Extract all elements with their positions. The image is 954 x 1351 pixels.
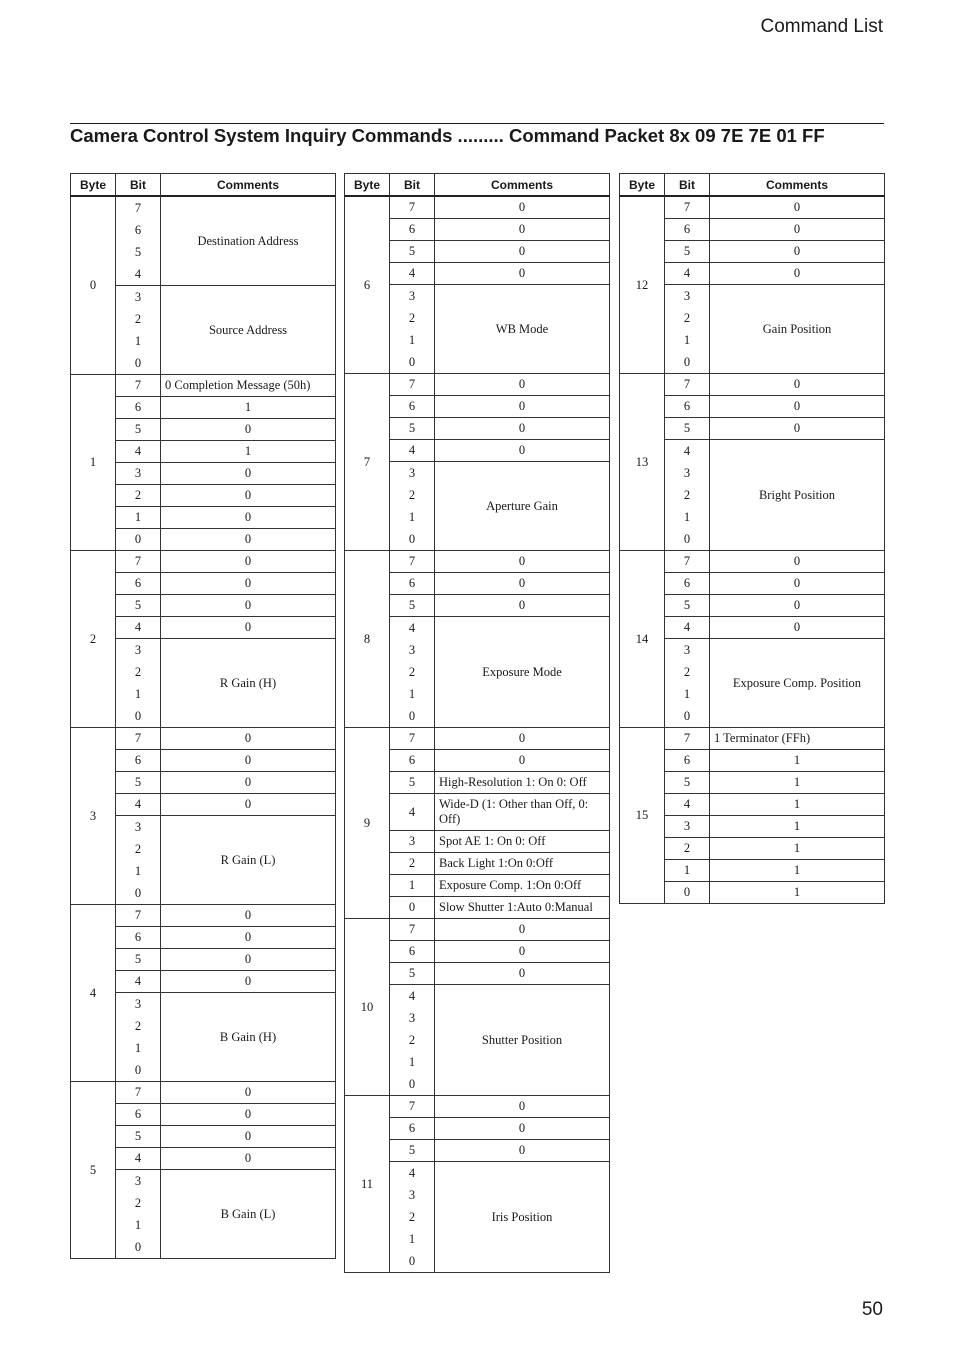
table-row — [71, 728, 336, 750]
bit-cell: 5 — [390, 418, 435, 440]
bit-cell: 4 — [116, 441, 161, 463]
bit-cell: 5 — [665, 595, 710, 617]
bit-cell — [390, 462, 435, 551]
bit-cell: 1 — [390, 875, 435, 897]
bit-cell — [665, 285, 710, 374]
bit-cell: 5 — [116, 772, 161, 794]
bit-cell: 6 — [665, 396, 710, 418]
comment-cell: Iris Position — [435, 1162, 610, 1273]
bit-cell: 5 — [116, 595, 161, 617]
table-row — [345, 728, 610, 750]
bit-cell: 4 — [665, 794, 710, 816]
comment-cell: R Gain (L) — [161, 816, 336, 905]
bit-number: 1 — [408, 510, 416, 524]
bit-number: 0 — [683, 355, 691, 369]
comment-cell: 0 — [161, 463, 336, 485]
comment-cell: Exposure Mode — [435, 617, 610, 728]
bit-cell — [116, 816, 161, 905]
bit-cell: 4 — [665, 617, 710, 639]
bit-number: 0 — [134, 1240, 142, 1254]
table-row — [345, 551, 610, 573]
comment-cell: 0 — [710, 241, 885, 263]
comment-cell: 0 — [161, 595, 336, 617]
bit-number: 2 — [134, 1019, 142, 1033]
bit-cell — [116, 286, 161, 375]
comment-cell: 0 — [435, 941, 610, 963]
bit-number: 1 — [408, 1232, 416, 1246]
bit-number: 3 — [683, 466, 691, 480]
bit-cell: 5 — [116, 949, 161, 971]
comment-cell: 0 — [161, 927, 336, 949]
bit-number: 1 — [408, 333, 416, 347]
byte-cell: 6 — [345, 196, 390, 374]
comment-cell: 0 — [710, 418, 885, 440]
bit-column-header: Bit — [116, 174, 161, 197]
comment-cell: 0 — [710, 573, 885, 595]
bit-cell: 2 — [390, 853, 435, 875]
page-number: 50 — [861, 1299, 883, 1320]
comment-cell: 0 — [161, 905, 336, 927]
bit-cell: 6 — [116, 1104, 161, 1126]
comment-cell: 0 — [161, 1104, 336, 1126]
byte-cell: 7 — [345, 374, 390, 551]
comments-column-header: Comments — [161, 174, 336, 197]
bit-number: 1 — [134, 687, 142, 701]
page-title: Camera Control System Inquiry Commands ......... Command Packet 8x 09 7E 7E 01 FF — [70, 125, 825, 146]
byte-cell: 13 — [620, 374, 665, 551]
byte-cell: 0 — [71, 196, 116, 375]
byte-cell: 8 — [345, 551, 390, 728]
comment-cell: Gain Position — [710, 285, 885, 374]
bit-cell: 4 — [116, 617, 161, 639]
comment-cell: Source Address — [161, 286, 336, 375]
comment-cell: 0 — [435, 963, 610, 985]
bit-number: 3 — [408, 466, 416, 480]
bit-number: 2 — [408, 488, 416, 502]
byte-column-header: Byte — [345, 174, 390, 197]
bit-cell — [390, 1162, 435, 1273]
table-row — [345, 196, 610, 219]
bit-table-bytes-6-11 — [344, 173, 610, 1273]
bit-number: 6 — [134, 223, 142, 237]
bit-number: 1 — [134, 1041, 142, 1055]
comment-cell: Wide-D (1: Other than Off, 0: Off) — [435, 794, 610, 831]
bit-cell: 7 — [116, 905, 161, 927]
comment-cell: 0 — [161, 1148, 336, 1170]
table-row — [345, 1096, 610, 1118]
bit-cell — [390, 617, 435, 728]
bit-number: 3 — [408, 1188, 416, 1202]
comment-cell: 1 — [161, 441, 336, 463]
bit-number: 1 — [134, 1218, 142, 1232]
comment-cell: 0 — [710, 396, 885, 418]
comment-cell: 0 — [161, 728, 336, 750]
comment-cell: Aperture Gain — [435, 462, 610, 551]
comment-cell: Exposure Comp. 1:On 0:Off — [435, 875, 610, 897]
comment-cell: 1 — [161, 397, 336, 419]
comment-cell: 1 — [710, 794, 885, 816]
comment-cell: 0 — [161, 794, 336, 816]
bit-cell: 4 — [390, 794, 435, 831]
bit-cell: 6 — [390, 1118, 435, 1140]
comment-cell: 0 — [161, 507, 336, 529]
bit-cell: 5 — [665, 241, 710, 263]
comment-cell: 0 — [161, 772, 336, 794]
comment-cell: 1 Terminator (FFh) — [710, 728, 885, 750]
bit-cell: 4 — [116, 1148, 161, 1170]
comment-cell: 0 — [161, 949, 336, 971]
bit-cell: 0 — [116, 529, 161, 551]
comment-cell: 0 — [435, 728, 610, 750]
bit-number: 1 — [683, 687, 691, 701]
comment-cell: 0 — [710, 617, 885, 639]
comment-cell: 0 — [710, 219, 885, 241]
bit-number: 0 — [134, 709, 142, 723]
bit-cell: 6 — [390, 573, 435, 595]
bit-cell: 5 — [390, 963, 435, 985]
bit-cell: 4 — [116, 794, 161, 816]
comment-cell: 0 — [435, 1118, 610, 1140]
bit-cell: 0 — [390, 897, 435, 919]
bit-number: 7 — [134, 201, 142, 215]
bit-cell: 5 — [665, 772, 710, 794]
comment-cell: 0 — [435, 1096, 610, 1118]
table-row — [345, 919, 610, 941]
bit-number: 0 — [134, 886, 142, 900]
comments-column-header: Comments — [710, 174, 885, 197]
table-row — [620, 196, 885, 219]
comment-cell: 0 — [161, 1126, 336, 1148]
bit-number: 0 — [683, 709, 691, 723]
table-row — [71, 196, 336, 286]
comment-cell: 0 — [435, 374, 610, 396]
comment-cell: R Gain (H) — [161, 639, 336, 728]
bit-cell: 5 — [390, 1140, 435, 1162]
bit-cell: 5 — [390, 595, 435, 617]
comment-cell: 0 — [710, 263, 885, 285]
bit-number: 2 — [683, 311, 691, 325]
comment-cell: 0 — [435, 1140, 610, 1162]
comment-cell: 0 — [435, 551, 610, 573]
comment-cell: 0 Completion Message (50h) — [161, 375, 336, 397]
comment-cell: 0 — [161, 529, 336, 551]
bit-number: 1 — [683, 333, 691, 347]
bit-cell: 7 — [665, 551, 710, 573]
byte-cell: 10 — [345, 919, 390, 1096]
comment-cell: 0 — [710, 595, 885, 617]
bit-cell: 6 — [390, 396, 435, 418]
bit-cell: 3 — [665, 816, 710, 838]
comment-cell: B Gain (H) — [161, 993, 336, 1082]
comment-cell: 1 — [710, 750, 885, 772]
bit-number: 4 — [408, 621, 416, 635]
byte-cell: 3 — [71, 728, 116, 905]
bit-cell: 7 — [116, 1082, 161, 1104]
bit-cell: 5 — [116, 419, 161, 441]
bit-cell: 6 — [665, 573, 710, 595]
bit-cell: 5 — [390, 241, 435, 263]
byte-cell: 9 — [345, 728, 390, 919]
bit-number: 3 — [134, 1174, 142, 1188]
bit-cell: 6 — [116, 397, 161, 419]
comment-cell: Back Light 1:On 0:Off — [435, 853, 610, 875]
comment-cell: Bright Position — [710, 440, 885, 551]
section-header: Command List — [760, 16, 883, 37]
comment-cell: Destination Address — [161, 196, 336, 286]
bit-number: 2 — [134, 665, 142, 679]
byte-cell: 5 — [71, 1082, 116, 1259]
bit-number: 3 — [408, 643, 416, 657]
table-row — [71, 375, 336, 397]
bit-cell: 7 — [390, 551, 435, 573]
bit-cell — [390, 985, 435, 1096]
bit-cell — [390, 285, 435, 374]
comment-cell: 0 — [710, 196, 885, 219]
bit-cell: 6 — [390, 750, 435, 772]
comment-cell: 0 — [161, 1082, 336, 1104]
bit-cell: 3 — [390, 831, 435, 853]
bit-cell: 5 — [390, 772, 435, 794]
bit-number: 2 — [408, 1210, 416, 1224]
title-rule — [70, 123, 884, 124]
bit-number: 2 — [134, 842, 142, 856]
bit-cell: 4 — [390, 440, 435, 462]
comment-cell: 0 — [435, 219, 610, 241]
bit-number: 2 — [408, 311, 416, 325]
bit-cell: 1 — [665, 860, 710, 882]
table-row — [71, 905, 336, 927]
bit-number: 3 — [134, 290, 142, 304]
comment-cell: WB Mode — [435, 285, 610, 374]
bit-cell: 7 — [116, 728, 161, 750]
bit-number: 3 — [134, 820, 142, 834]
comment-cell: 0 — [435, 919, 610, 941]
bit-column-header: Bit — [665, 174, 710, 197]
comment-cell: 0 — [161, 971, 336, 993]
bit-cell: 6 — [116, 927, 161, 949]
comment-cell: High-Resolution 1: On 0: Off — [435, 772, 610, 794]
table-row — [620, 374, 885, 396]
comment-cell: 0 — [435, 440, 610, 462]
bit-number: 3 — [134, 643, 142, 657]
bit-number: 3 — [408, 289, 416, 303]
byte-column-header: Byte — [620, 174, 665, 197]
comment-cell: Shutter Position — [435, 985, 610, 1096]
byte-cell: 14 — [620, 551, 665, 728]
bit-cell: 0 — [665, 882, 710, 904]
bit-number: 0 — [134, 356, 142, 370]
bit-number: 5 — [134, 245, 142, 259]
bit-number: 3 — [683, 643, 691, 657]
bit-cell: 7 — [390, 919, 435, 941]
bit-cell: 6 — [390, 941, 435, 963]
bit-column-header: Bit — [390, 174, 435, 197]
comments-column-header: Comments — [435, 174, 610, 197]
bit-cell: 6 — [390, 219, 435, 241]
bit-number: 0 — [408, 1254, 416, 1268]
bit-cell: 2 — [116, 485, 161, 507]
bit-number: 0 — [408, 532, 416, 546]
table-row — [71, 551, 336, 573]
comment-cell: 0 — [161, 617, 336, 639]
table-row — [620, 728, 885, 750]
bit-cell — [665, 639, 710, 728]
table-row — [620, 551, 885, 573]
bit-table-bytes-0-5 — [70, 173, 336, 1259]
bit-cell: 7 — [116, 551, 161, 573]
bit-cell: 5 — [665, 418, 710, 440]
bit-cell — [116, 639, 161, 728]
comment-cell: 1 — [710, 882, 885, 904]
comment-cell: 0 — [161, 551, 336, 573]
bit-cell: 2 — [665, 838, 710, 860]
bit-number: 2 — [683, 665, 691, 679]
bit-cell — [116, 196, 161, 286]
byte-cell: 4 — [71, 905, 116, 1082]
bit-cell: 7 — [116, 375, 161, 397]
comment-cell: 0 — [161, 485, 336, 507]
bit-cell: 4 — [390, 263, 435, 285]
byte-cell: 2 — [71, 551, 116, 728]
comment-cell: 1 — [710, 838, 885, 860]
bit-cell: 1 — [116, 507, 161, 529]
bit-cell: 3 — [116, 463, 161, 485]
byte-cell: 15 — [620, 728, 665, 904]
bit-cell: 7 — [390, 728, 435, 750]
bit-cell: 7 — [390, 374, 435, 396]
comment-cell: 1 — [710, 772, 885, 794]
bit-table-bytes-12-15 — [619, 173, 885, 904]
bit-number: 4 — [408, 989, 416, 1003]
comment-cell: 0 — [161, 750, 336, 772]
bit-number: 0 — [408, 1077, 416, 1091]
bit-cell: 4 — [116, 971, 161, 993]
bit-cell — [116, 993, 161, 1082]
comment-cell: 0 — [435, 241, 610, 263]
bit-number: 0 — [408, 709, 416, 723]
bit-number: 1 — [134, 864, 142, 878]
byte-cell: 1 — [71, 375, 116, 551]
comment-cell: 1 — [710, 860, 885, 882]
bit-number: 1 — [683, 510, 691, 524]
bit-cell: 7 — [665, 728, 710, 750]
comment-cell: 0 — [435, 196, 610, 219]
comment-cell: 0 — [161, 573, 336, 595]
bit-cell: 7 — [665, 196, 710, 219]
bit-number: 0 — [408, 355, 416, 369]
bit-number: 3 — [134, 997, 142, 1011]
bit-number: 2 — [408, 1033, 416, 1047]
bit-number: 1 — [134, 334, 142, 348]
bit-number: 0 — [134, 1063, 142, 1077]
comment-cell: 0 — [435, 418, 610, 440]
comment-cell: B Gain (L) — [161, 1170, 336, 1259]
comment-cell: 0 — [435, 750, 610, 772]
comment-cell: 0 — [435, 595, 610, 617]
byte-cell: 11 — [345, 1096, 390, 1273]
bit-cell — [116, 1170, 161, 1259]
comment-cell: 0 — [710, 374, 885, 396]
comment-cell: 1 — [710, 816, 885, 838]
comment-cell: Exposure Comp. Position — [710, 639, 885, 728]
table-row — [71, 1082, 336, 1104]
bit-number: 4 — [134, 267, 142, 281]
bit-cell: 7 — [390, 1096, 435, 1118]
bit-number: 2 — [134, 1196, 142, 1210]
bit-number: 3 — [683, 289, 691, 303]
comment-cell: 0 — [161, 419, 336, 441]
comment-cell: Slow Shutter 1:Auto 0:Manual — [435, 897, 610, 919]
bit-number: 1 — [408, 1055, 416, 1069]
bit-cell: 6 — [116, 573, 161, 595]
bit-number: 3 — [408, 1011, 416, 1025]
bit-number: 2 — [408, 665, 416, 679]
comment-cell: 0 — [435, 573, 610, 595]
comment-cell: 0 — [710, 551, 885, 573]
bit-cell: 7 — [390, 196, 435, 219]
byte-column-header: Byte — [71, 174, 116, 197]
bit-cell: 5 — [116, 1126, 161, 1148]
bit-number: 1 — [408, 687, 416, 701]
bit-cell: 7 — [665, 374, 710, 396]
comment-cell: 0 — [435, 263, 610, 285]
comment-cell: 0 — [435, 396, 610, 418]
table-row — [345, 374, 610, 396]
bit-cell: 6 — [665, 750, 710, 772]
bit-number: 4 — [408, 1166, 416, 1180]
bit-cell: 4 — [665, 263, 710, 285]
bit-number: 2 — [683, 488, 691, 502]
byte-cell: 12 — [620, 196, 665, 374]
bit-number: 0 — [683, 532, 691, 546]
comment-cell: Spot AE 1: On 0: Off — [435, 831, 610, 853]
bit-cell — [665, 440, 710, 551]
bit-number: 4 — [683, 444, 691, 458]
bit-cell: 6 — [116, 750, 161, 772]
bit-number: 2 — [134, 312, 142, 326]
bit-cell: 6 — [665, 219, 710, 241]
